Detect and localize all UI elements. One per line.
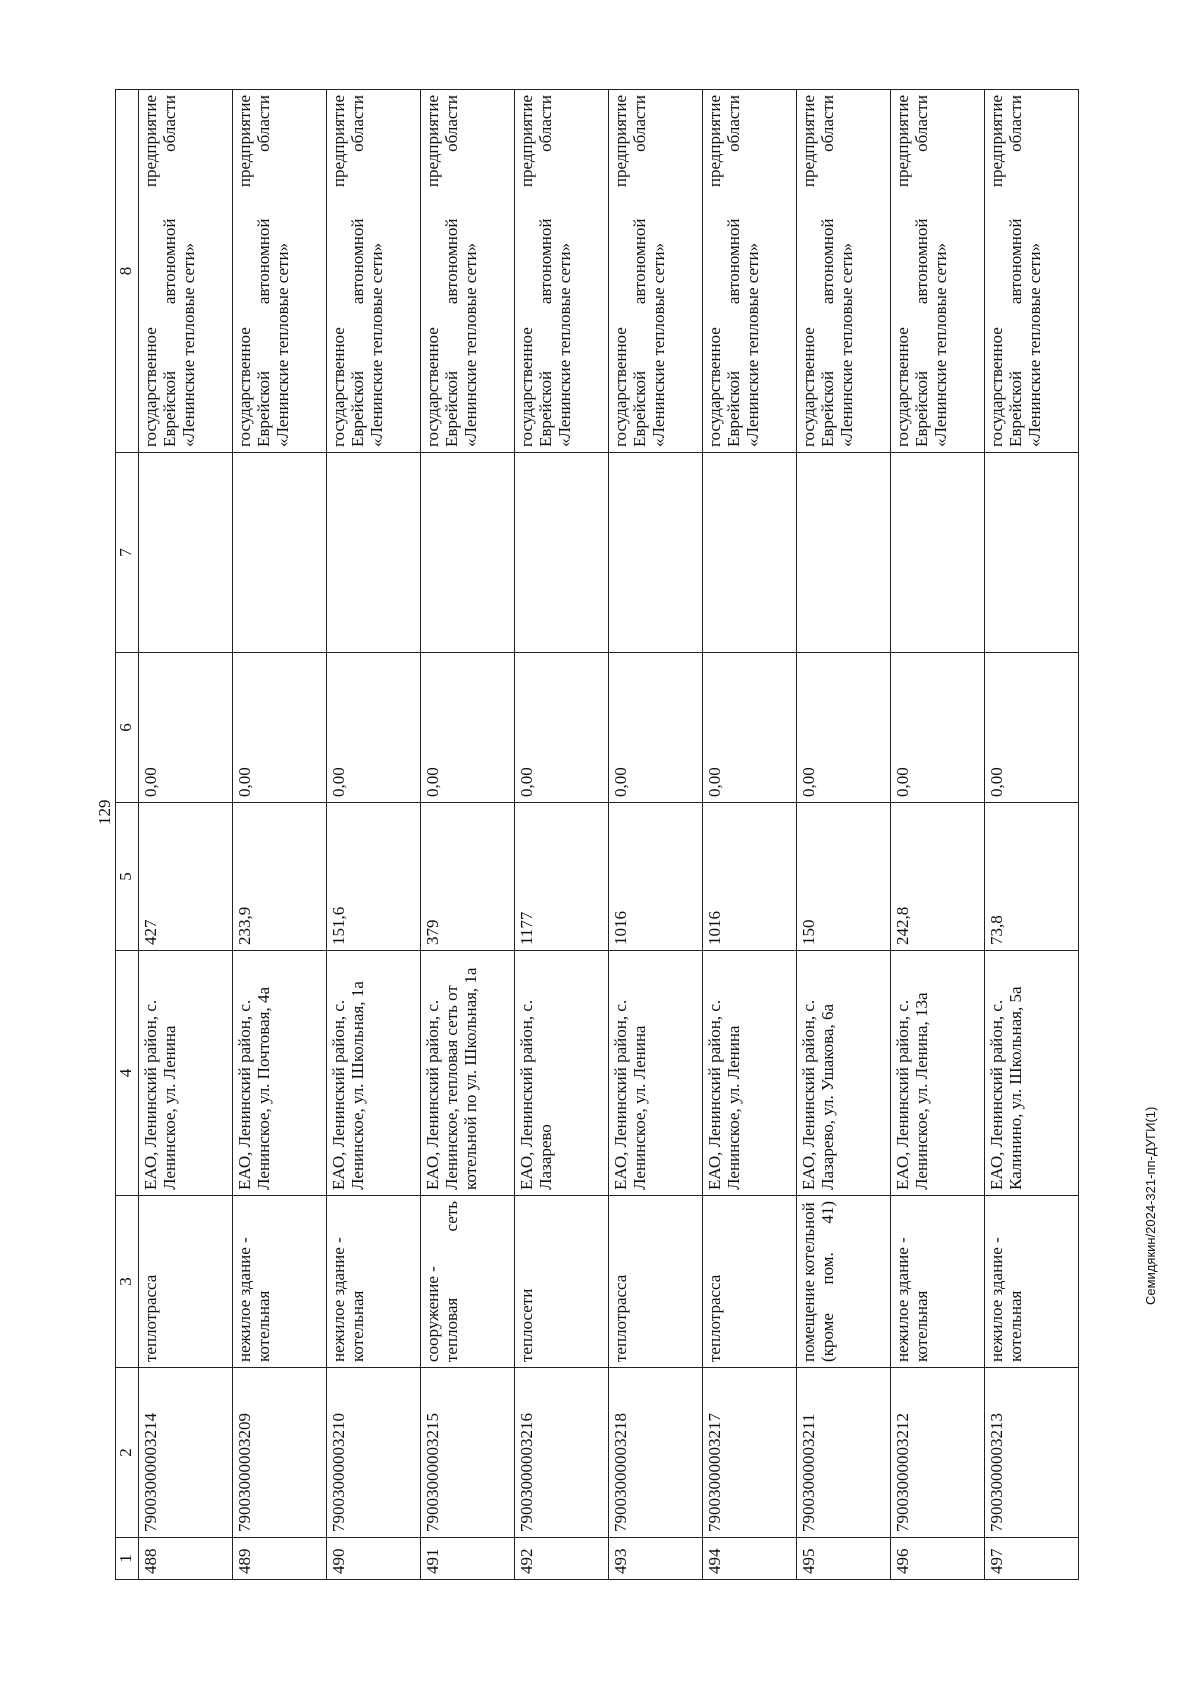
value-cell: 0,00: [985, 653, 1079, 803]
object-type-cell: помещение котельной (кроме пом. 41): [797, 1196, 891, 1368]
column-7-cell: [797, 453, 891, 653]
table-row: [421, 90, 515, 1580]
owner-cell: [139, 90, 233, 453]
owner-line: Еврейской автономной области: [254, 95, 274, 447]
owner-line: Еврейской автономной области: [348, 95, 368, 447]
area-cell: 427: [139, 803, 233, 951]
object-type-cell: сооружение - тепловая сеть: [421, 1196, 515, 1368]
object-type-cell: нежилое здание - котельная: [891, 1196, 985, 1368]
row-number-cell: 493: [609, 1538, 703, 1580]
object-type-cell: теплотрасса: [703, 1196, 797, 1368]
address-cell: ЕАО, Ленинский район, с. Ленинское, ул. Ленина: [703, 951, 797, 1196]
area-cell: 379: [421, 803, 515, 951]
value-cell: 0,00: [515, 653, 609, 803]
cadastral-number-cell: 79003000003213: [985, 1368, 1079, 1538]
value-cell: 0,00: [139, 653, 233, 803]
address-cell: ЕАО, Ленинский район, с. Ленинское, ул. Почтовая, 4а: [233, 951, 327, 1196]
row-number-cell: 488: [139, 1538, 233, 1580]
column-header: 7: [116, 453, 139, 653]
owner-line: государственное предприятие: [705, 95, 724, 447]
address-cell: ЕАО, Ленинский район, с. Калинино, ул. Школьная, 5а: [985, 951, 1079, 1196]
owner-line: «Ленинские тепловые сети»: [367, 242, 387, 447]
address-cell: ЕАО, Ленинский район, с. Ленинское, ул. Ленина, 13а: [891, 951, 985, 1196]
row-number-cell: 496: [891, 1538, 985, 1580]
column-7-cell: [891, 453, 985, 653]
owner-cell: [891, 90, 985, 453]
row-number-cell: 497: [985, 1538, 1079, 1580]
area-cell: 1177: [515, 803, 609, 951]
object-type-cell: теплосети: [515, 1196, 609, 1368]
object-type-cell: нежилое здание - котельная: [985, 1196, 1079, 1368]
owner-cell: [703, 90, 797, 453]
row-number-cell: 492: [515, 1538, 609, 1580]
owner-line: государственное предприятие: [893, 95, 912, 447]
column-header: 4: [116, 951, 139, 1196]
owner-line: государственное предприятие: [517, 95, 536, 447]
column-7-cell: [515, 453, 609, 653]
table-row: [891, 90, 985, 1580]
owner-line: Еврейской автономной области: [724, 95, 744, 447]
cadastral-number-cell: 79003000003218: [609, 1368, 703, 1538]
area-cell: 242,8: [891, 803, 985, 951]
owner-line: «Ленинские тепловые сети»: [1025, 242, 1045, 447]
rotated-page: [95, 90, 1085, 1580]
table-row: [233, 90, 327, 1580]
owner-line: Еврейской автономной области: [160, 95, 180, 447]
cadastral-number-cell: 79003000003210: [327, 1368, 421, 1538]
owner-line: Еврейской автономной области: [912, 95, 932, 447]
value-cell: 0,00: [233, 653, 327, 803]
column-number-header-row: [116, 90, 139, 1580]
owner-line: Еврейской автономной области: [442, 95, 462, 447]
owner-cell: [327, 90, 421, 453]
table-row: [515, 90, 609, 1580]
object-type-cell: теплотрасса: [609, 1196, 703, 1368]
owner-line: «Ленинские тепловые сети»: [837, 242, 857, 447]
row-number-cell: 495: [797, 1538, 891, 1580]
area-cell: 1016: [703, 803, 797, 951]
value-cell: 0,00: [327, 653, 421, 803]
owner-line: государственное предприятие: [987, 95, 1006, 447]
column-7-cell: [609, 453, 703, 653]
owner-line: государственное предприятие: [235, 95, 254, 447]
value-cell: 0,00: [421, 653, 515, 803]
column-7-cell: [139, 453, 233, 653]
owner-line: государственное предприятие: [329, 95, 348, 447]
table-row: [327, 90, 421, 1580]
owner-line: Еврейской автономной области: [630, 95, 650, 447]
owner-line: «Ленинские тепловые сети»: [555, 242, 575, 447]
object-type-cell: теплотрасса: [139, 1196, 233, 1368]
owner-cell: [985, 90, 1079, 453]
address-cell: ЕАО, Ленинский район, с. Ленинское, ул. Школьная, 1а: [327, 951, 421, 1196]
owner-line: «Ленинские тепловые сети»: [931, 242, 951, 447]
column-header: 5: [116, 803, 139, 951]
owner-line: «Ленинские тепловые сети»: [649, 242, 669, 447]
address-cell: ЕАО, Ленинский район, с. Лазарево, ул. Ушакова, 6а: [797, 951, 891, 1196]
page-number: 129: [95, 799, 114, 825]
document-code: Семидякин/2024-321-пп-ДУГИ(1): [1143, 1106, 1158, 1305]
owner-line: Еврейской автономной области: [536, 95, 556, 447]
owner-line: Еврейской автономной области: [818, 95, 838, 447]
column-header: 8: [116, 90, 139, 453]
property-register-table: [115, 89, 1079, 1580]
value-cell: 0,00: [703, 653, 797, 803]
area-cell: 233,9: [233, 803, 327, 951]
cadastral-number-cell: 79003000003217: [703, 1368, 797, 1538]
column-7-cell: [985, 453, 1079, 653]
table-row: [797, 90, 891, 1580]
address-cell: ЕАО, Ленинский район, с. Ленинское, ул. Ленина: [139, 951, 233, 1196]
column-7-cell: [421, 453, 515, 653]
address-cell: ЕАО, Ленинский район, с. Лазарево: [515, 951, 609, 1196]
value-cell: 0,00: [797, 653, 891, 803]
owner-line: государственное предприятие: [611, 95, 630, 447]
cadastral-number-cell: 79003000003214: [139, 1368, 233, 1538]
column-header: 2: [116, 1368, 139, 1538]
owner-line: государственное предприятие: [141, 95, 160, 447]
row-number-cell: 490: [327, 1538, 421, 1580]
area-cell: 73,8: [985, 803, 1079, 951]
object-type-cell: нежилое здание - котельная: [233, 1196, 327, 1368]
owner-line: «Ленинские тепловые сети»: [743, 242, 763, 447]
table-row: [609, 90, 703, 1580]
row-number-cell: 489: [233, 1538, 327, 1580]
owner-line: «Ленинские тепловые сети»: [461, 242, 481, 447]
area-cell: 1016: [609, 803, 703, 951]
column-header: 3: [116, 1196, 139, 1368]
cadastral-number-cell: 79003000003209: [233, 1368, 327, 1538]
cadastral-number-cell: 79003000003215: [421, 1368, 515, 1538]
table-row: [985, 90, 1079, 1580]
address-cell: ЕАО, Ленинский район, с. Ленинское, тепловая сеть от котельной по ул. Школьная, 1а: [421, 951, 515, 1196]
value-cell: 0,00: [609, 653, 703, 803]
column-7-cell: [703, 453, 797, 653]
owner-cell: [233, 90, 327, 453]
column-7-cell: [233, 453, 327, 653]
row-number-cell: 491: [421, 1538, 515, 1580]
address-cell: ЕАО, Ленинский район, с. Ленинское, ул. Ленина: [609, 951, 703, 1196]
area-cell: 151,6: [327, 803, 421, 951]
column-header: 1: [116, 1538, 139, 1580]
owner-cell: [797, 90, 891, 453]
owner-line: «Ленинские тепловые сети»: [273, 242, 293, 447]
cadastral-number-cell: 79003000003211: [797, 1368, 891, 1538]
owner-cell: [515, 90, 609, 453]
area-cell: 150: [797, 803, 891, 951]
value-cell: 0,00: [891, 653, 985, 803]
owner-line: «Ленинские тепловые сети»: [179, 242, 199, 447]
object-type-cell: нежилое здание - котельная: [327, 1196, 421, 1368]
cadastral-number-cell: 79003000003216: [515, 1368, 609, 1538]
owner-cell: [609, 90, 703, 453]
owner-line: Еврейской автономной области: [1006, 95, 1026, 447]
owner-line: государственное предприятие: [423, 95, 442, 447]
cadastral-number-cell: 79003000003212: [891, 1368, 985, 1538]
column-7-cell: [327, 453, 421, 653]
owner-cell: [421, 90, 515, 453]
table-row: [139, 90, 233, 1580]
owner-line: государственное предприятие: [799, 95, 818, 447]
column-header: 6: [116, 653, 139, 803]
table-row: [703, 90, 797, 1580]
row-number-cell: 494: [703, 1538, 797, 1580]
